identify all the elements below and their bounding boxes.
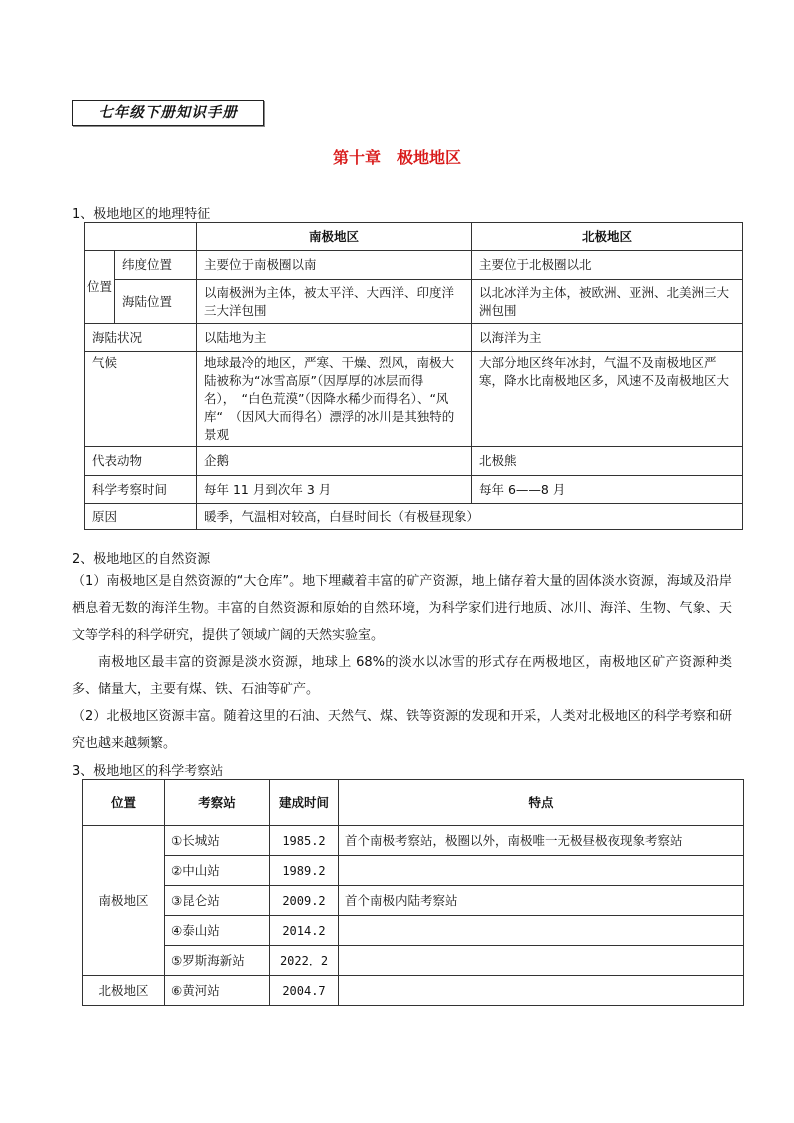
station-year: 1989.2	[270, 856, 339, 886]
table-header-row	[83, 780, 744, 826]
stations-table	[82, 779, 744, 1006]
header-station: 考察站	[165, 780, 270, 826]
table-header-row	[85, 223, 743, 251]
station-feature	[339, 976, 744, 1006]
region-north: 北极地区	[83, 976, 165, 1006]
table-row	[85, 251, 743, 280]
station-feature	[339, 946, 744, 976]
resources-para-1: （1）南极地区是自然资源的“大仓库”。地下埋藏着丰富的矿产资源，地上储存着大量的固体淡水资源，海域及沿岸栖息着无数的海洋生物。丰富的自然资源和原始的自然环境，为科学家们进行地质、冰川、海洋、生物、气象、天文等学科的科学研究，提供了领域广阔的天然实验室。	[72, 574, 732, 643]
time-label: 科学考察时间	[85, 476, 197, 504]
station-name: ⑤罗斯海新站	[165, 946, 270, 976]
sea-land-pos-label: 海陆位置	[115, 280, 197, 324]
table-row	[85, 504, 743, 530]
table-row	[85, 447, 743, 476]
sea-land-south: 以陆地为主	[197, 324, 472, 352]
reason-text: 暖季，气温相对较高，白昼时间长（有极昼现象）	[197, 504, 743, 530]
geo-features-table	[84, 222, 743, 530]
header-feature: 特点	[339, 780, 744, 826]
chapter-title: 第十章 极地地区	[332, 148, 461, 167]
station-name: ④泰山站	[165, 916, 270, 946]
header-year: 建成时间	[270, 780, 339, 826]
station-year: 2004.7	[270, 976, 339, 1006]
table-row	[83, 856, 744, 886]
station-year: 2009.2	[270, 886, 339, 916]
reason-label: 原因	[85, 504, 197, 530]
station-name: ①长城站	[165, 826, 270, 856]
lat-north: 主要位于北极圈以北	[472, 251, 743, 280]
time-north: 每年 6——8 月	[472, 476, 743, 504]
sea-land-pos-north: 以北冰洋为主体，被欧洲、亚洲、北美洲三大洲包围	[472, 280, 743, 324]
section-3-title: 3、极地地区的科学考察站	[72, 764, 224, 779]
lat-label: 纬度位置	[115, 251, 197, 280]
climate-south: 地球最冷的地区，严寒、干燥、烈风，南极大陆被称为“冰雪高原”（因厚厚的冰层而得名）， “白色荒漠”（因降水稀少而得名）、“风库“ （因风大而得名）漂浮的冰川是其独特的景观	[197, 352, 472, 447]
header-south: 南极地区	[197, 223, 472, 251]
station-name: ⑥黄河站	[165, 976, 270, 1006]
table-row	[85, 280, 743, 324]
time-south: 每年 11 月到次年 3 月	[197, 476, 472, 504]
section-2-title: 2、极地地区的自然资源	[72, 552, 211, 567]
table-row	[83, 946, 744, 976]
table-row	[85, 476, 743, 504]
sea-land-north: 以海洋为主	[472, 324, 743, 352]
sea-land-label: 海陆状况	[85, 324, 197, 352]
table-row	[83, 976, 744, 1006]
lat-south: 主要位于南极圈以南	[197, 251, 472, 280]
table-row	[83, 886, 744, 916]
sea-land-pos-south: 以南极洲为主体，被太平洋、大西洋、印度洋三大洋包围	[197, 280, 472, 324]
header-position: 位置	[83, 780, 165, 826]
station-feature: 首个南极内陆考察站	[339, 886, 744, 916]
animal-south: 企鹅	[197, 447, 472, 476]
resources-para-2: 南极地区最丰富的资源是淡水资源，地球上 68%的淡水以冰雪的形式存在两极地区，南极地区矿产资源种类多、储量大，主要有煤、铁、石油等矿产。	[72, 655, 732, 697]
resources-para-3: （2）北极地区资源丰富。随着这里的石油、天然气、煤、铁等资源的发现和开采，人类对北极地区的科学考察和研究也越来越频繁。	[72, 709, 732, 751]
table-row	[85, 324, 743, 352]
station-name: ②中山站	[165, 856, 270, 886]
station-feature	[339, 916, 744, 946]
station-year: 1985.2	[270, 826, 339, 856]
station-year: 2022．2	[270, 946, 339, 976]
animal-label: 代表动物	[85, 447, 197, 476]
section-1-title: 1、极地地区的地理特征	[72, 207, 211, 222]
station-name: ③昆仑站	[165, 886, 270, 916]
station-feature: 首个南极考察站，极圈以外，南极唯一无极昼极夜现象考察站	[339, 826, 744, 856]
handbook-badge: 七年级下册知识手册	[72, 100, 264, 126]
climate-north: 大部分地区终年冰封，气温不及南极地区严寒，降水比南极地区多，风速不及南极地区大	[472, 352, 743, 447]
region-south: 南极地区	[83, 826, 165, 976]
header-blank	[85, 223, 197, 251]
position-label: 位置	[85, 251, 115, 324]
animal-north: 北极熊	[472, 447, 743, 476]
station-feature	[339, 856, 744, 886]
table-row	[83, 916, 744, 946]
header-north: 北极地区	[472, 223, 743, 251]
climate-label: 气候	[85, 352, 197, 447]
station-year: 2014.2	[270, 916, 339, 946]
table-row	[83, 826, 744, 856]
table-row	[85, 352, 743, 447]
